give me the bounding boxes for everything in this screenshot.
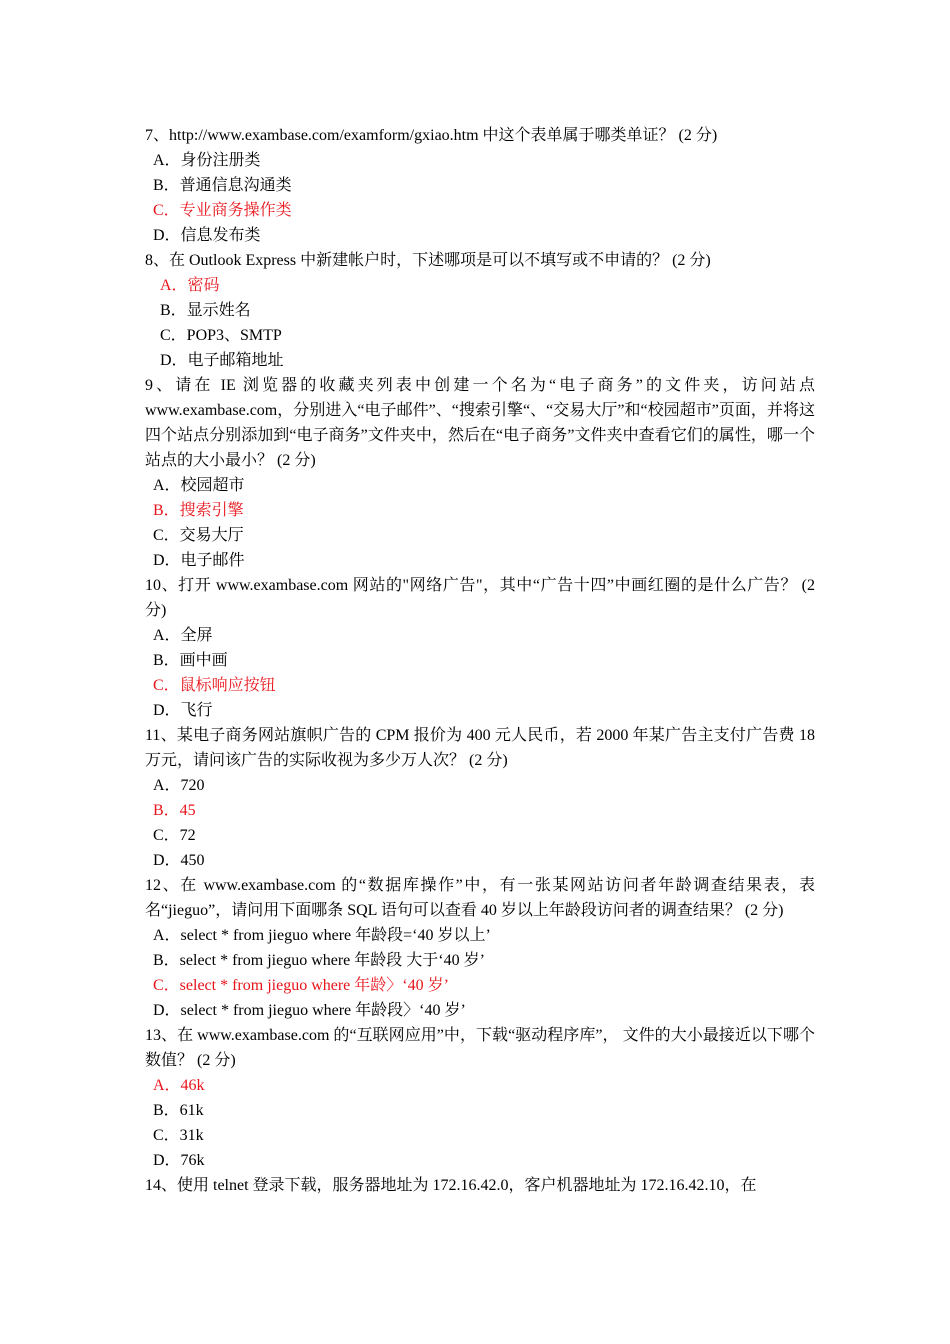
option-a: A．720 (153, 777, 205, 794)
question-8 (145, 248, 815, 373)
option-c: C．72 (153, 827, 196, 844)
question-text: 9、请在 IE 浏览器的收藏夹列表中创建一个名为“电子商务”的文件夹，访问站点 www.exambase.com，分别进入“电子邮件”、“搜索引擎“、“交易大厅”和“校园超市”页面，并将这四个站点分别添加到“电子商务”文件夹中，然后在“电子商务”文件夹中查看它们的属性，哪一个站点的大小最小？ (2 分) (145, 377, 815, 469)
option-list (145, 623, 815, 723)
option-a: A．select * from jieguo where 年龄段=‘40 岁以上’ (153, 927, 491, 944)
option-b: B．select * from jieguo where 年龄段 大于‘40 岁’ (153, 952, 485, 969)
option-c: C．POP3、SMTP (160, 327, 282, 344)
option-b: B．显示姓名 (160, 302, 251, 319)
option-a: A．全屏 (153, 627, 213, 644)
option-list (145, 923, 815, 1023)
option-d: D．76k (153, 1152, 205, 1169)
option-a-correct-answer: A．密码 (160, 277, 220, 294)
option-a-correct-answer: A．46k (153, 1077, 205, 1094)
question-12 (145, 873, 815, 1023)
question-text: 13、在 www.exambase.com 的“互联网应用”中，下载“驱动程序库”， 文件的大小最接近以下哪个数值？ (2 分) (145, 1027, 815, 1069)
option-list (145, 148, 815, 248)
question-text: 7、http://www.exambase.com/examform/gxiao.htm 中这个表单属于哪类单证？ (2 分) (145, 127, 718, 144)
option-d: D．select * from jieguo where 年龄段〉‘40 岁’ (153, 1002, 466, 1019)
option-d: D．450 (153, 852, 205, 869)
option-c-correct-answer: C．专业商务操作类 (153, 202, 292, 219)
question-7 (145, 123, 815, 248)
option-d: D．电子邮箱地址 (160, 352, 284, 369)
question-14 (145, 1173, 815, 1198)
question-9 (145, 373, 815, 573)
option-c-correct-answer: C．鼠标响应按钮 (153, 677, 276, 694)
question-text: 14、使用 telnet 登录下载，服务器地址为 172.16.42.0，客户机器地址为 172.16.42.10，在 (145, 1177, 757, 1194)
option-d: D．信息发布类 (153, 227, 261, 244)
option-c: C．31k (153, 1127, 204, 1144)
option-list (145, 1073, 815, 1173)
question-10 (145, 573, 815, 723)
option-d: D．飞行 (153, 702, 213, 719)
question-text: 8、在 Outlook Express 中新建帐户时，下述哪项是可以不填写或不申请的？ (2 分) (145, 252, 711, 269)
option-b: B．61k (153, 1102, 204, 1119)
question-text: 12、在 www.exambase.com 的“数据库操作”中，有一张某网站访问者年龄调查结果表，表名“jieguo”，请问用下面哪条 SQL 语句可以查看 40 岁以上年龄段访问者的调查结果？ (2 分) (145, 877, 815, 919)
question-text: 11、某电子商务网站旗帜广告的 CPM 报价为 400 元人民币，若 2000 年某广告主支付广告费 18 万元，请问该广告的实际收视为多少万人次？ (2 分) (145, 727, 815, 769)
question-list (145, 123, 815, 1198)
option-list (145, 473, 815, 573)
option-a: A．校园超市 (153, 477, 245, 494)
option-b-correct-answer: B．搜索引擎 (153, 502, 244, 519)
option-a: A．身份注册类 (153, 152, 261, 169)
option-d: D．电子邮件 (153, 552, 245, 569)
option-b: B．普通信息沟通类 (153, 177, 292, 194)
question-13 (145, 1023, 815, 1173)
option-b-correct-answer: B．45 (153, 802, 196, 819)
option-c: C．交易大厅 (153, 527, 244, 544)
option-b: B．画中画 (153, 652, 228, 669)
option-c-correct-answer: C．select * from jieguo where 年龄〉‘40 岁’ (153, 977, 449, 994)
option-list (145, 773, 815, 873)
question-11 (145, 723, 815, 873)
question-text: 10、打开 www.exambase.com 网站的"网络广告"，其中“广告十四”中画红圈的是什么广告？ (2 分) (145, 577, 815, 619)
option-list (145, 273, 815, 373)
